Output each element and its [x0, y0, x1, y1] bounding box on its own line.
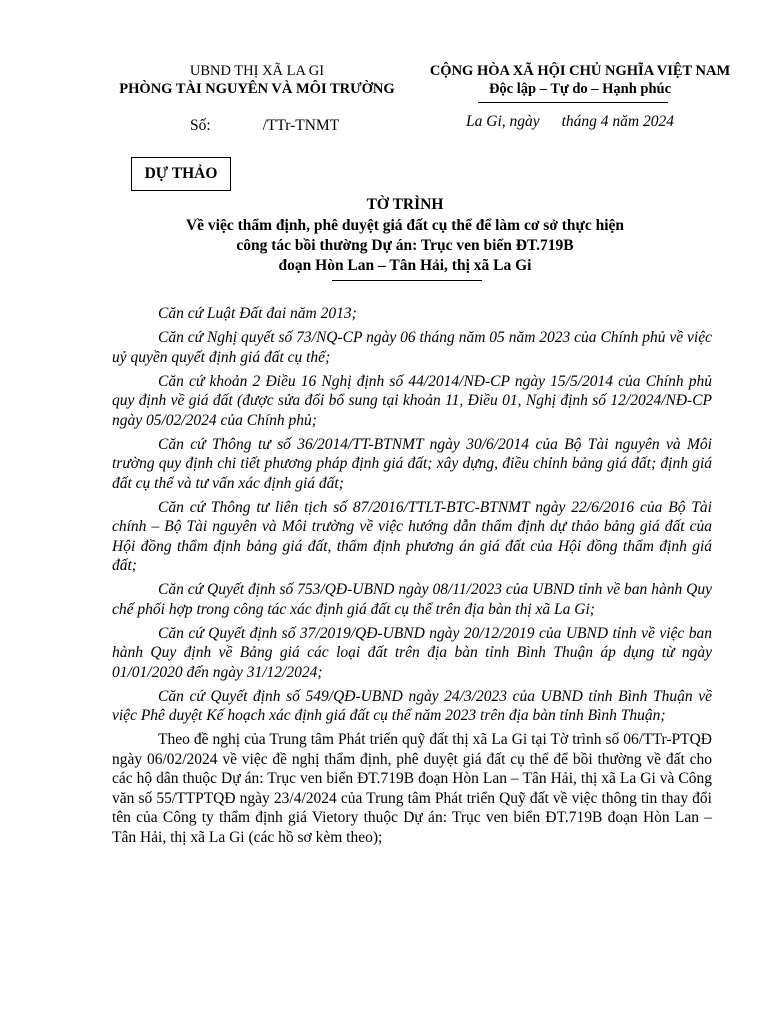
national-header: [410, 62, 750, 98]
issuing-agency: [112, 62, 402, 98]
document-body: [112, 304, 712, 852]
legal-basis-5: Căn cứ Thông tư liên tịch số 87/2016/TTLT-BTC-BTNMT ngày 22/6/2016 của Bộ Tài chính – Bộ Tài nguyên và Môi trường về việc hướng dẫn thẩm định dự thảo bảng giá đất của Hội đồng thẩm định bảng giá đất, thẩm định phương án giá đất của Hội đồng thẩm định giá đất;: [112, 498, 712, 574]
title-main: TỜ TRÌNH: [366, 196, 444, 213]
agency-parent: UBND THỊ XÃ LA GI: [189, 63, 325, 79]
legal-basis-4: Căn cứ Thông tư số 36/2014/TT-BTNMT ngày 30/6/2014 của Bộ Tài nguyên và Môi trường quy định chi tiết phương pháp định giá đất; xây dựng, điều chỉnh bảng giá đất; định giá đất cụ thể và tư vấn xác định giá đất;: [112, 435, 712, 492]
document-number-label: Số:: [190, 117, 211, 134]
title-subject-line3: đoạn Hòn Lan – Tân Hải, thị xã La Gi: [278, 257, 532, 274]
national-motto: Độc lập – Tự do – Hạnh phúc: [488, 81, 672, 97]
legal-basis-7: Căn cứ Quyết định số 37/2019/QĐ-UBND ngày 20/12/2019 của UBND tỉnh về việc ban hành Quy định về Bảng giá các loại đất trên địa bàn tỉnh Bình Thuận áp dụng từ ngày 01/01/2020 đến ngày 31/12/2024;: [112, 624, 712, 681]
proposal-paragraph: Theo đề nghị của Trung tâm Phát triển quỹ đất thị xã La Gi tại Tờ trình số 06/TTr-PTQĐ ngày 06/02/2024 về việc đề nghị thẩm định, phê duyệt giá đất cụ thể để bồi thường về đất cho các hộ dân thuộc Dự án: Trục ven biển ĐT.719B đoạn Hòn Lan – Tân Hải, thị xã La Gi và Công văn số 55/TTPTQĐ ngày 23/4/2024 của Trung tâm Phát triển Quỹ đất về việc thông tin thay đổi tên của Công ty thẩm định giá Vietory thuộc Dự án: Trục ven biển ĐT.719B đoạn Hòn Lan – Tân Hải, thị xã La Gi (các hồ sơ kèm theo);: [112, 731, 712, 846]
place-date-end: tháng 4 năm 2024: [561, 113, 674, 130]
legal-basis-2: Căn cứ Nghị quyết số 73/NQ-CP ngày 06 tháng năm 05 năm 2023 của Chính phủ về việc uỷ quyền quyết định giá đất cụ thể;: [112, 329, 712, 366]
legal-basis-6: Căn cứ Quyết định số 753/QĐ-UBND ngày 08/11/2023 của UBND tỉnh về ban hành Quy chế phối hợp trong công tác xác định giá đất cụ thể trên địa bàn thị xã La Gi;: [112, 581, 712, 618]
title-subject-line1: Về việc thẩm định, phê duyệt giá đất cụ thể để làm cơ sở thực hiện: [185, 217, 625, 234]
draft-stamp: DỰ THẢO: [131, 157, 231, 191]
legal-basis-8: Căn cứ Quyết định số 549/QĐ-UBND ngày 24/3/2023 của UBND tỉnh Bình Thuận về việc Phê duyệt Kế hoạch xác định giá đất cụ thể năm 2023 trên địa bàn tỉnh Bình Thuận;: [112, 687, 712, 724]
motto-underline: [478, 102, 668, 103]
legal-basis-1: Căn cứ Luật Đất đai năm 2013;: [158, 305, 357, 322]
document-title: [120, 195, 690, 276]
title-underline: [332, 280, 482, 281]
document-number: [190, 117, 339, 135]
document-number-value: /TTr-TNMT: [262, 117, 340, 134]
title-subject-line2: công tác bồi thường Dự án: Trục ven biển ĐT.719B: [236, 237, 574, 254]
place-date: [466, 113, 674, 131]
place-date-start: La Gi, ngày: [466, 113, 540, 130]
agency-name: PHÒNG TÀI NGUYÊN VÀ MÔI TRƯỜNG: [119, 81, 395, 97]
legal-basis-3: Căn cứ khoản 2 Điều 16 Nghị định số 44/2014/NĐ-CP ngày 15/5/2014 của Chính phủ quy định về giá đất (được sửa đổi bổ sung tại khoản 11, Điều 01, Nghị định số 12/2024/NĐ-CP ngày 05/02/2024 của Chính phủ;: [112, 372, 712, 429]
nation-name: CỘNG HÒA XÃ HỘI CHỦ NGHĨA VIỆT NAM: [429, 63, 731, 79]
